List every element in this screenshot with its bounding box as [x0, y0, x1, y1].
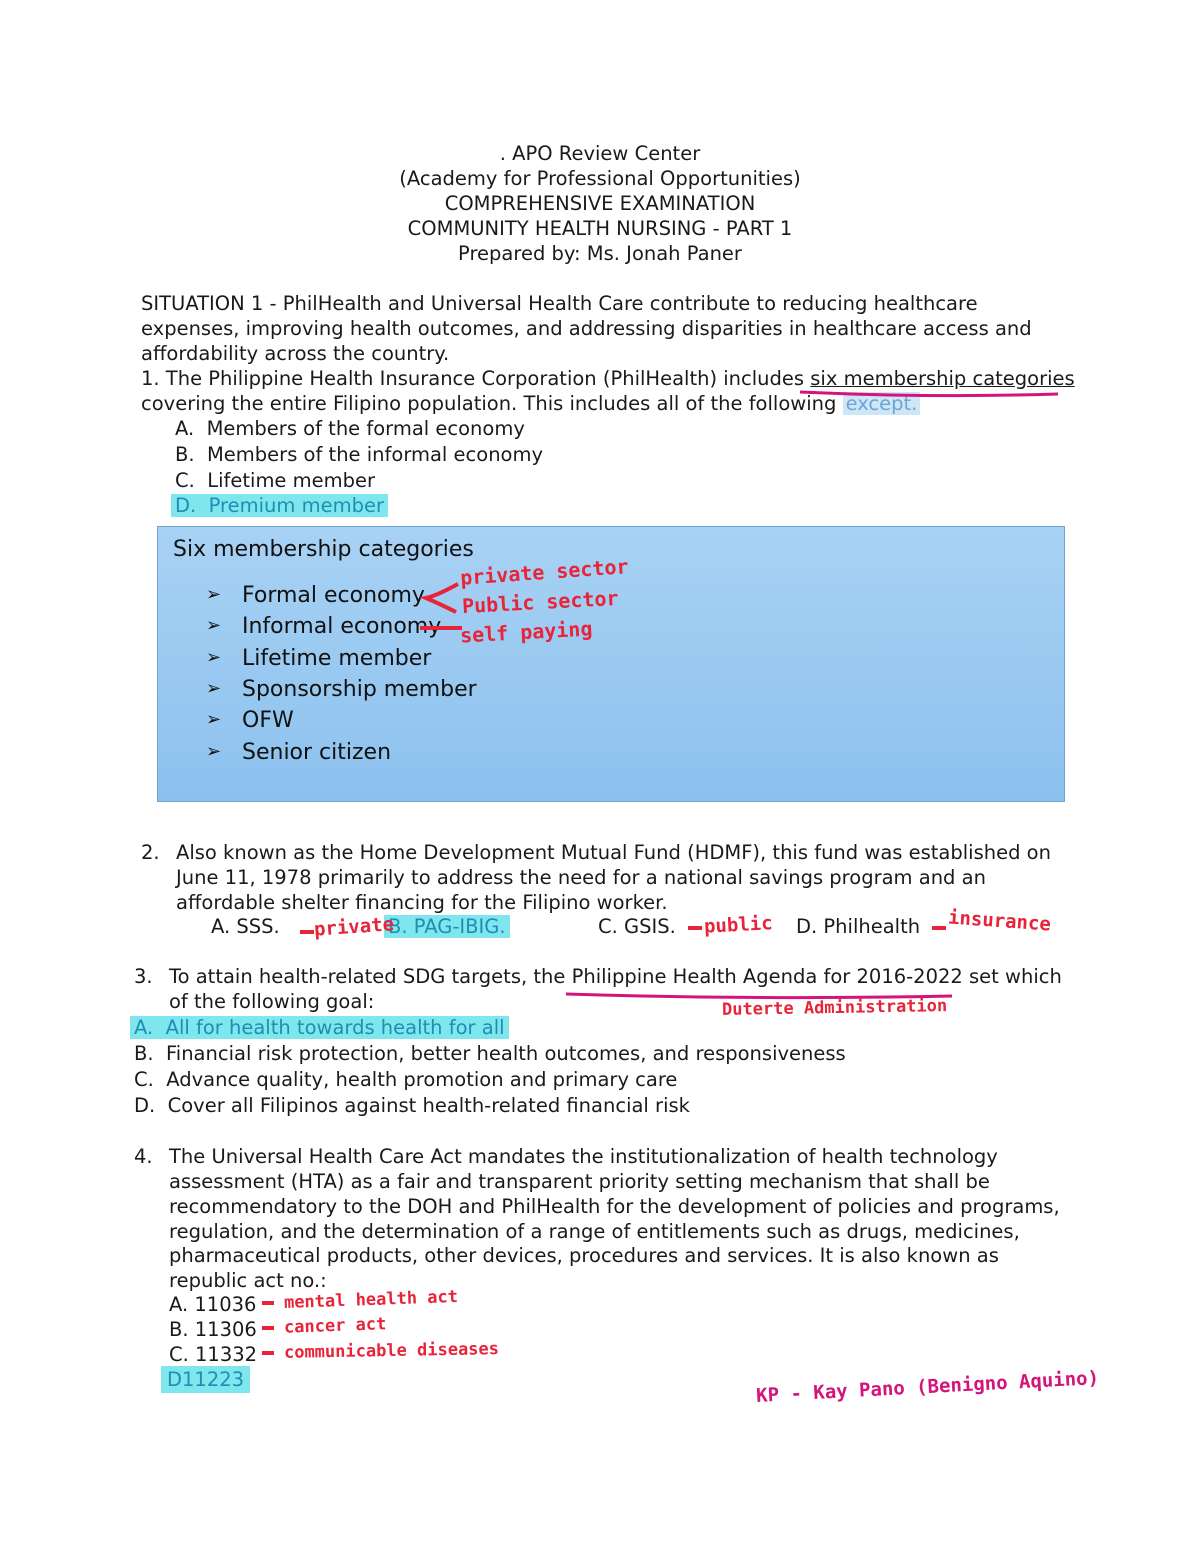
situation-line-2: expenses, improving health outcomes, and addressing disparities in healthcare access and — [141, 317, 1032, 340]
q4-option-b: B. 11306 — [169, 1318, 257, 1341]
q2-line-2: June 11, 1978 primarily to address the need for a national savings program and an — [176, 866, 986, 889]
q2-line-3: affordable shelter financing for the Filipino worker. — [176, 891, 668, 914]
header-subject: COMMUNITY HEALTH NURSING - PART 1 — [407, 217, 793, 240]
q1-option-c: C. Lifetime member — [175, 469, 376, 492]
q2-option-b: B. PAG-IBIG. — [388, 914, 510, 939]
q4-option-c: C. 11332 — [169, 1343, 258, 1366]
q2-option-c: C. GSIS. — [598, 915, 676, 938]
hw-duterte: Duterte Administration — [721, 996, 948, 1020]
arrow-bullet-icon: ➢ — [206, 647, 222, 668]
q4-option-a: A. 11036 — [169, 1293, 257, 1316]
header-author: Prepared by: Ms. Jonah Paner — [458, 242, 742, 265]
hw-public: public — [703, 912, 774, 938]
arrow-bullet-icon: ➢ — [206, 584, 222, 605]
q3-line-2: of the following goal: — [169, 990, 375, 1013]
header-exam-type: COMPREHENSIVE EXAMINATION — [444, 192, 756, 215]
q1-stem-text: 1. The Philippine Health Insurance Corporation (PhilHealth) includes — [141, 367, 811, 390]
hw-kp-note: KP - Kay Pano (Benigno Aquino) — [755, 1367, 1100, 1407]
header-academy: (Academy for Professional Opportunities) — [399, 167, 801, 190]
q4-line-4: regulation, and the determination of a range of entitlements such as drugs, medicines, — [169, 1220, 1020, 1243]
q2-line-1: Also known as the Home Development Mutual Fund (HDMF), this fund was established on — [176, 841, 1051, 864]
membership-categories-box: Six membership categories ➢ Formal economy ➢ Informal economy ➢ Lifetime member ➢ Sponsorship member ➢ OFW ➢ Senior citizen — [157, 526, 1065, 802]
hw-private: private — [313, 913, 395, 941]
q4-line-6: republic act no.: — [169, 1269, 327, 1292]
q4-option-d: D11223 — [165, 1367, 250, 1392]
q2-option-d: D. Philhealth — [796, 915, 921, 938]
arrow-bullet-icon: ➢ — [206, 615, 222, 636]
header-center-name: . APO Review Center — [499, 142, 701, 165]
q1-except-highlight: except. — [843, 392, 921, 415]
box-title: Six membership categories — [173, 537, 474, 562]
q1-underlined-phrase: six membership categories — [810, 367, 1075, 390]
q3-option-c: C. Advance quality, health promotion and primary care — [134, 1068, 678, 1091]
q1-stem-line-2 — [141, 391, 920, 416]
hw-self-paying: self paying — [459, 616, 593, 648]
hw-mental-health: mental health act — [283, 1286, 459, 1314]
q1-option-b: B. Members of the informal economy — [175, 443, 544, 466]
q4-line-5: pharmaceutical products, other devices, procedures and services. It is also known as — [169, 1244, 999, 1267]
hw-public-sector: Public sector — [461, 585, 620, 619]
q3-option-b: B. Financial risk protection, better health outcomes, and responsiveness — [134, 1042, 846, 1065]
q1-stem-text-2: covering the entire Filipino population. This includes all of the following — [141, 392, 843, 415]
q1-option-a: A. Members of the formal economy — [175, 417, 525, 440]
q4-line-3: recommendatory to the DOH and PhilHealth for the development of policies and programs, — [169, 1195, 1060, 1218]
q4-number: 4. — [134, 1145, 153, 1168]
q4-line-1: The Universal Health Care Act mandates the institutionalization of health technology — [169, 1145, 998, 1168]
situation-line-1: SITUATION 1 - PhilHealth and Universal Health Care contribute to reducing healthcare — [141, 292, 978, 315]
q3-option-d: D. Cover all Filipinos against health-related financial risk — [134, 1094, 690, 1117]
hw-insurance: insurance — [947, 906, 1052, 936]
arrow-bullet-icon: ➢ — [206, 741, 222, 762]
q2-number: 2. — [141, 841, 160, 864]
q3-line-1: To attain health-related SDG targets, the Philippine Health Agenda for 2016-2022 set which — [169, 965, 1062, 988]
arrow-bullet-icon: ➢ — [206, 678, 222, 699]
q4-line-2: assessment (HTA) as a fair and transparent priority setting mechanism that shall be — [169, 1170, 990, 1193]
situation-line-3: affordability across the country. — [141, 342, 450, 365]
hw-communicable: communicable diseases — [283, 1339, 500, 1363]
hw-cancer-act: cancer act — [283, 1314, 387, 1338]
hw-private-sector: private sector — [459, 554, 630, 590]
q3-option-a: A. All for health towards health for all — [134, 1015, 509, 1040]
q2-option-a: A. SSS. — [211, 915, 280, 938]
arrow-bullet-icon: ➢ — [206, 709, 222, 730]
q1-option-d: D. Premium member — [175, 493, 388, 518]
q3-number: 3. — [134, 965, 153, 988]
q1-stem-line-1 — [141, 366, 1075, 391]
